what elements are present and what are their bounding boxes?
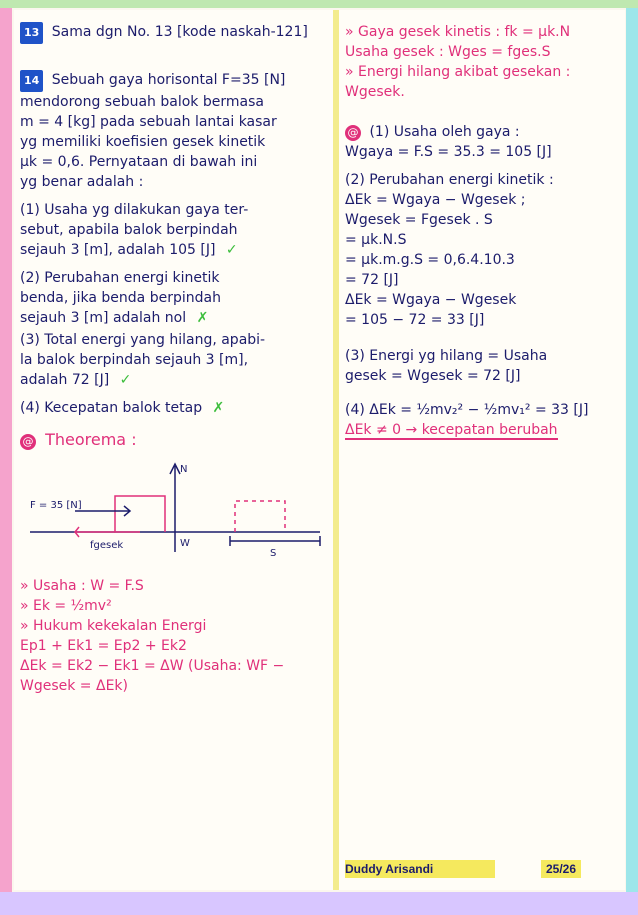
answer-1 [345, 122, 630, 162]
left-pink-strip [0, 0, 12, 915]
badge-13: 13 [20, 22, 43, 44]
force-label: F = 35 [N] [30, 500, 82, 511]
answer-4-line-1: (4) ΔEk = ½mv₂² − ½mv₁² = 33 [J] [345, 402, 589, 418]
theorema-heading [20, 430, 328, 450]
statement-4-cross-mark: ✗ [212, 400, 225, 416]
answer-1-title-text: (1) Usaha oleh gaya : [369, 124, 520, 140]
answer-4-line-2 [345, 420, 630, 440]
header-13-text: Sama dgn No. 13 [kode naskah-121] [51, 24, 308, 40]
answer-2-line-7: = 105 − 72 = 33 [J] [345, 312, 485, 328]
displacement-label: S [270, 548, 277, 559]
formula-3: » Hukum kekekalan Energi [20, 618, 207, 634]
intro-line-1: » Gaya gesek kinetis : fk = μk.N [345, 24, 571, 40]
intro-block [345, 22, 630, 102]
answer-2-title: (2) Perubahan energi kinetik : [345, 172, 554, 188]
statement-1-check-mark: ✓ [225, 242, 238, 258]
intro-line-2: Usaha gesek : Wges = fges.S [345, 44, 551, 60]
bottom-purple-strip [0, 892, 638, 915]
formula-2: » Ek = ½mv² [20, 598, 112, 614]
statement-3-line-2: la balok berpindah sejauh 3 [m], [20, 352, 249, 368]
statement-2-line-3 [20, 308, 328, 328]
statement-4 [20, 398, 328, 418]
left-column [20, 22, 328, 696]
page-number-text: 25/26 [545, 862, 577, 876]
statement-2-line-2: benda, jika benda berpindah [20, 290, 221, 306]
problem-line-2: m = 4 [kg] pada sebuah lantai kasar [20, 114, 277, 130]
answer-1-line: Wgaya = F.S = 35.3 = 105 [J] [345, 144, 552, 160]
page-number [541, 860, 581, 878]
problem-line-3: yg memiliki koefisien gesek kinetik [20, 134, 266, 150]
normal-force-label: N [180, 464, 188, 475]
intro-line-4: Wgesek. [345, 84, 405, 100]
force-diagram [20, 456, 328, 566]
answer-2-line-1: ΔEk = Wgaya − Wgesek ; [345, 192, 526, 208]
problem-line-1: mendorong sebuah balok bermasa [20, 94, 264, 110]
statement-3 [20, 330, 328, 390]
answer-2-line-6: ΔEk = Wgaya − Wgesek [345, 292, 517, 308]
answer-4-line-2-text: ΔEk ≠ 0 → kecepatan berubah [345, 422, 558, 438]
statement-2-line-1: (2) Perubahan energi kinetik [20, 270, 220, 286]
statement-1-line-2: sebut, apabila balok berpindah [20, 222, 238, 238]
statement-2-line-3-text: sejauh 3 [m] adalah nol [20, 310, 187, 326]
answer-3-line-1: (3) Energi yg hilang = Usaha [345, 348, 548, 364]
answer-3-line-2: gesek = Wgesek = 72 [J] [345, 368, 521, 384]
author-name [345, 860, 495, 878]
header-14 [20, 70, 328, 92]
friction-label: fgesek [90, 540, 124, 551]
statement-4-line-1-text: (4) Kecepatan balok tetap [20, 400, 203, 416]
statement-3-line-3 [20, 370, 328, 390]
theorema-bullet-icon: @ [20, 434, 36, 450]
statement-3-line-3-text: adalah 72 [J] [20, 372, 110, 388]
answer-2 [345, 170, 630, 330]
statement-2-cross-mark: ✗ [196, 310, 209, 326]
center-divider [333, 10, 339, 890]
problem-line-4: μk = 0,6. Pernyataan di bawah ini [20, 154, 258, 170]
top-green-strip [0, 0, 638, 8]
answer-2-line-2: Wgesek = Fgesek . S [345, 212, 493, 228]
formulas [20, 576, 328, 696]
formula-5: ΔEk = Ek2 − Ek1 = ΔW (Usaha: WF − [20, 658, 285, 674]
statement-1 [20, 200, 328, 260]
statement-4-line-1 [20, 398, 328, 418]
formula-4: Ep1 + Ek1 = Ep2 + Ek2 [20, 638, 187, 654]
answer-3 [345, 346, 630, 386]
intro-line-3: » Energi hilang akibat gesekan : [345, 64, 571, 80]
problem-line-5: yg benar adalah : [20, 174, 144, 190]
statement-2 [20, 268, 328, 328]
author-name-text: Duddy Arisandi [345, 862, 434, 876]
answer-2-line-5: = 72 [J] [345, 272, 399, 288]
answer-bullet-icon: @ [345, 125, 361, 141]
formula-6: Wgesek = ΔEk) [20, 678, 128, 694]
problem-text [20, 92, 328, 192]
header-13 [20, 22, 328, 44]
statement-1-line-3-text: sejauh 3 [m], adalah 105 [J] [20, 242, 216, 258]
badge-14: 14 [20, 70, 43, 92]
formula-1: » Usaha : W = F.S [20, 578, 144, 594]
answer-4 [345, 400, 630, 440]
answer-2-line-3: = μk.N.S [345, 232, 407, 248]
statement-1-line-3 [20, 240, 328, 260]
header-14-text: Sebuah gaya horisontal F=35 [N] [51, 72, 286, 88]
right-column [345, 22, 630, 440]
statement-3-line-1: (3) Total energi yang hilang, apabi- [20, 332, 266, 348]
answer-1-title [345, 122, 630, 142]
theorema-label: Theorema : [45, 430, 137, 449]
weight-label: W [180, 538, 190, 549]
answer-2-line-4: = μk.m.g.S = 0,6.4.10.3 [345, 252, 515, 268]
statement-1-line-1: (1) Usaha yg dilakukan gaya ter- [20, 202, 249, 218]
statement-3-check-mark: ✓ [119, 372, 132, 388]
footer [345, 860, 615, 884]
